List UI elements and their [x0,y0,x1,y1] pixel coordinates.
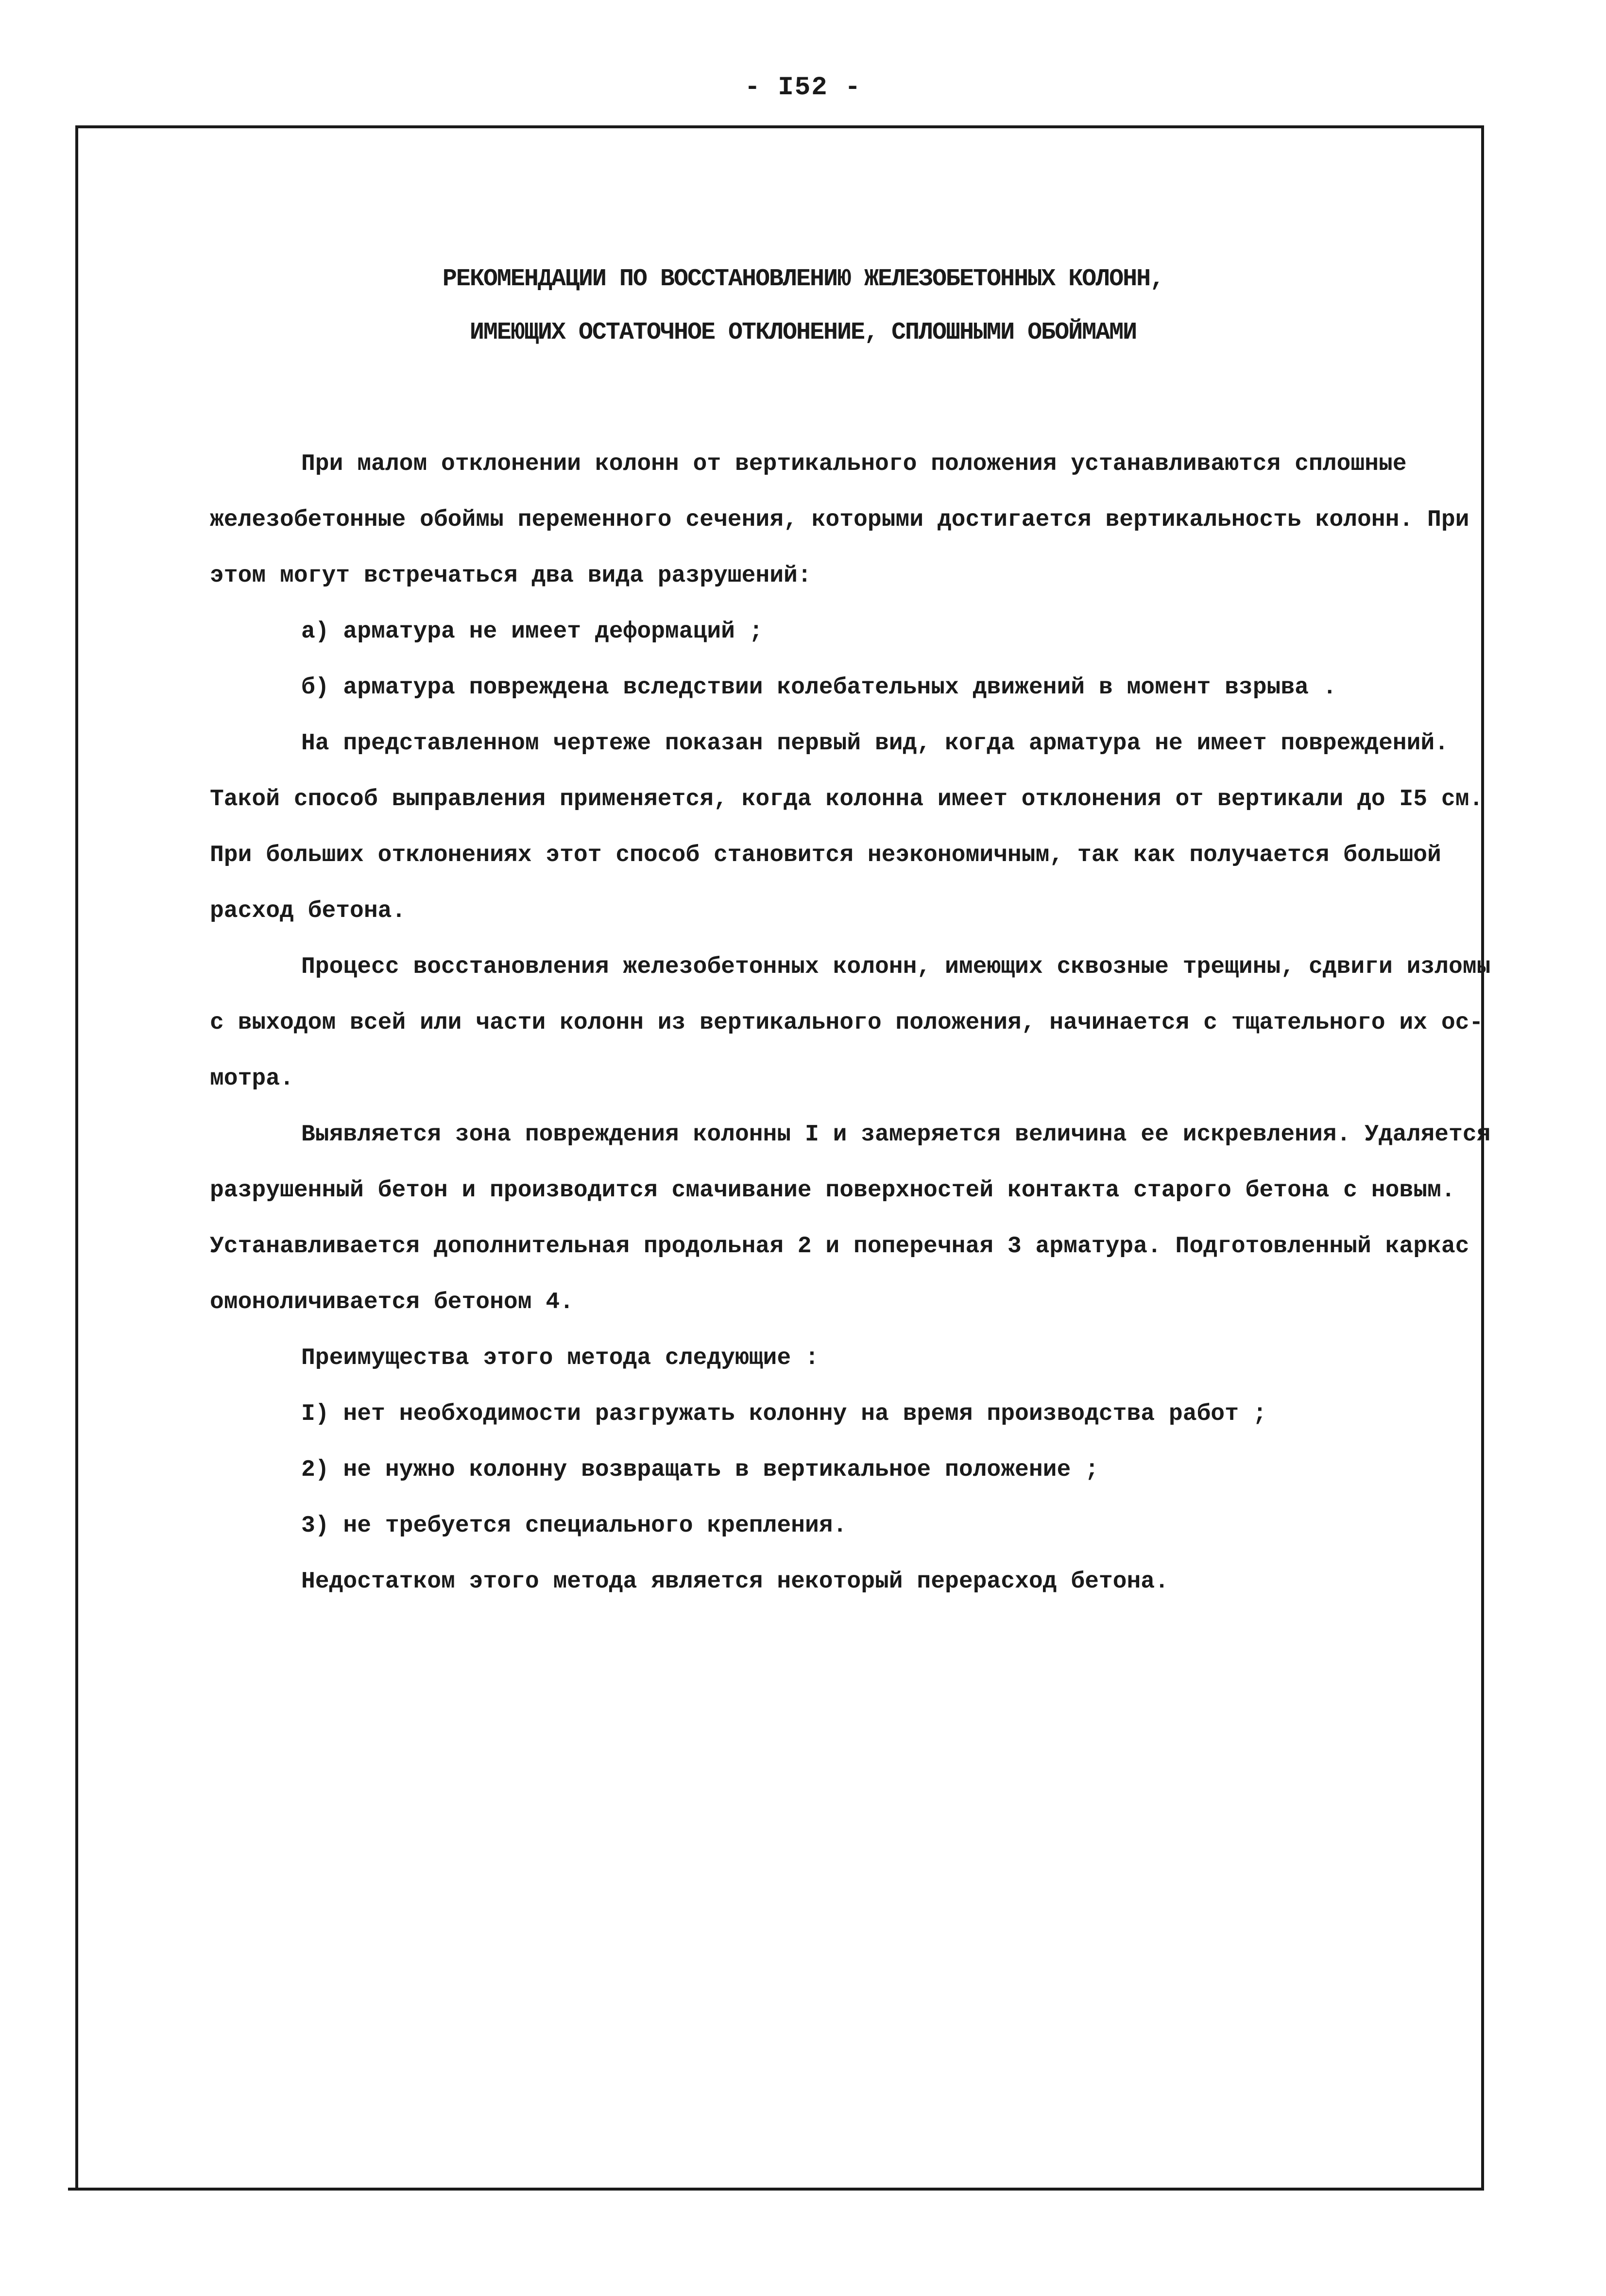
list-item: а) арматура не имеет деформаций ; [301,619,763,645]
text-line: Устанавливается дополнительная продольная 2 и поперечная 3 арматура. Подготовленный каркас [210,1233,1469,1260]
list-item: б) арматура повреждена вследствии колебательных движений в момент взрыва . [301,674,1337,701]
text-line: Такой способ выправления применяется, когда колонна имеет отклонения от вертикали до I5 см. [210,786,1484,812]
list-item: 2) не нужно колонну возвращать в вертикальное положение ; [301,1457,1099,1483]
text-line: На представленном чертеже показан первый вид, когда арматура не имеет повреждений. [301,730,1449,757]
text-line: с выходом всей или части колонн из вертикального положения, начинается с тщательного их ос- [210,1010,1484,1036]
list-item: 3) не требуется специального крепления. [301,1513,847,1539]
text-line: мотра. [210,1066,294,1092]
text-line: Преимущества этого метода следующие : [301,1345,819,1371]
text-line: расход бетона. [210,898,406,924]
title-line-1: РЕКОМЕНДАЦИИ ПО ВОССТАНОВЛЕНИЮ ЖЕЛЕЗОБЕТОННЫХ КОЛОНН, [442,265,1164,293]
text-line: омоноличивается бетоном 4. [210,1289,574,1315]
text-line: разрушенный бетон и производится смачивание поверхностей контакта старого бетона с новым. [210,1177,1455,1204]
text-line: Выявляется зона повреждения колонны I и замеряется величина ее искревления. Удаляется [301,1122,1491,1148]
document-title [0,253,1606,360]
text-line: железобетонные обоймы переменного сечения, которыми достигается вертикальность колонн. При [210,507,1469,533]
title-line-2: ИМЕЮЩИХ ОСТАТОЧНОЕ ОТКЛОНЕНИЕ, СПЛОШНЫМИ ОБОЙМАМИ [469,319,1137,346]
list-item: I) нет необходимости разгружать колонну на время производства работ ; [301,1401,1267,1427]
text-line: этом могут встречаться два вида разрушений: [210,563,812,589]
text-line: Недостатком этого метода является некоторый перерасход бетона. [301,1569,1169,1595]
page-number: - I52 - [744,73,862,103]
frame-tick [68,2188,83,2191]
text-line: При малом отклонении колонн от вертикального положения устанавливаются сплошные [301,451,1407,477]
text-line: Процесс восстановления железобетонных колонн, имеющих сквозные трещины, сдвиги изломы [301,954,1491,980]
text-line: При больших отклонениях этот способ становится неэкономичным, так как получается большой [210,842,1441,868]
